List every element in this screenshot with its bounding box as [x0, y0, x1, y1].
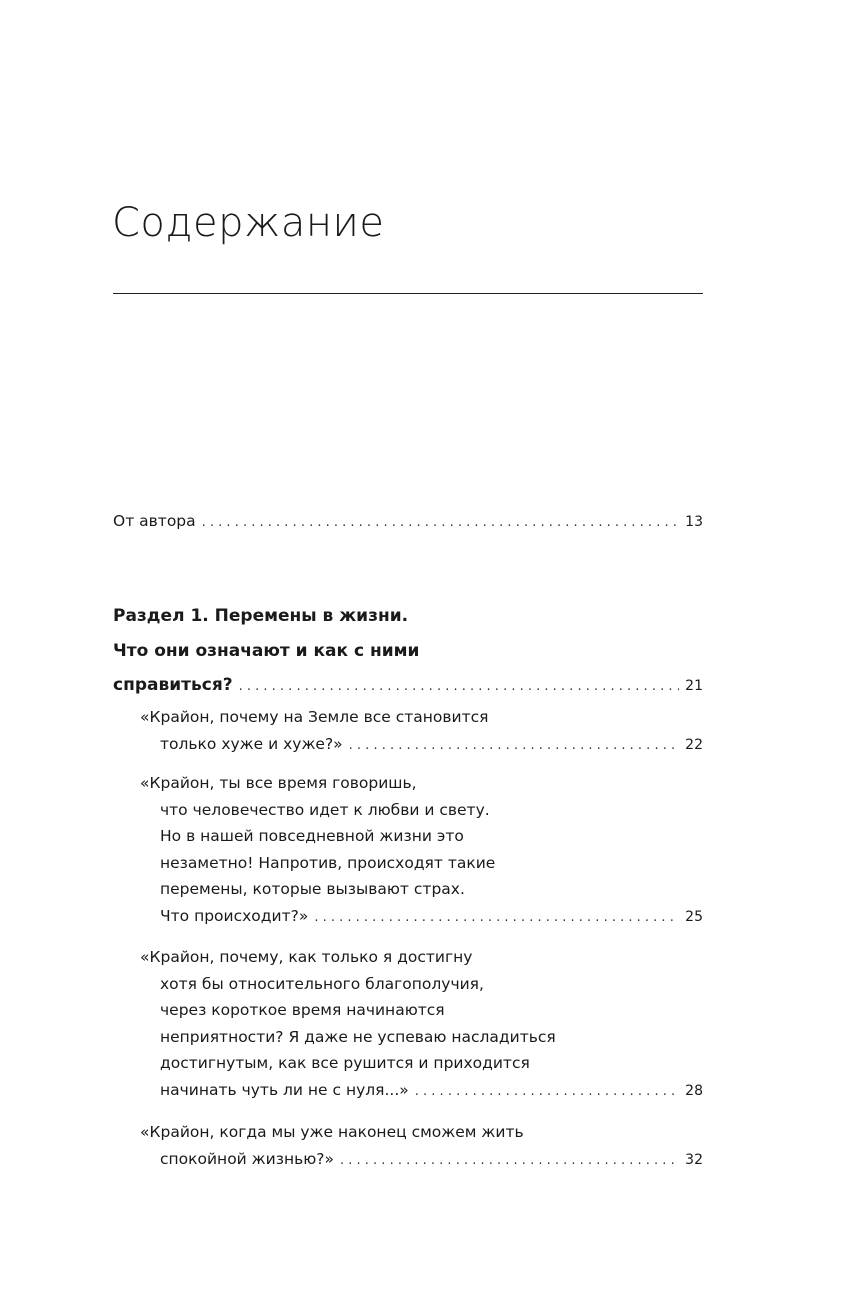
toc-entry[interactable] — [113, 770, 703, 929]
entry-line: «Крайон, когда мы уже наконец сможем жить — [140, 1123, 524, 1141]
dot-leader — [314, 905, 679, 932]
toc-entry-from-author[interactable] — [113, 508, 703, 535]
entry-line: спокойной жизнью?» — [160, 1149, 334, 1168]
dot-leader — [349, 733, 680, 760]
title-divider — [113, 293, 703, 294]
entry-line: справиться? — [113, 675, 233, 695]
entry-line: «Крайон, почему на Земле все становится — [140, 708, 489, 726]
page-number: 13 — [685, 514, 703, 530]
page-number: 25 — [685, 908, 703, 925]
entry-line: «Крайон, ты все время говоришь, — [140, 774, 417, 792]
entry-line: что человечество идет к любви и свету. — [160, 800, 490, 819]
dot-leader — [202, 510, 680, 537]
page-number: 21 — [685, 678, 703, 694]
dot-leader — [415, 1079, 679, 1106]
entry-line: неприятности? Я даже не успеваю насладиться — [160, 1027, 556, 1046]
entry-line: незаметно! Напротив, происходят такие — [160, 853, 496, 872]
toc-entry[interactable] — [113, 704, 703, 757]
entry-line: Что они означают и как с ними — [113, 640, 420, 661]
page-number: 28 — [685, 1082, 703, 1099]
page-number: 22 — [685, 736, 703, 753]
entry-title: От автора — [113, 512, 196, 530]
entry-line: перемены, которые вызывают страх. — [160, 880, 465, 898]
entry-line: через короткое время начинаются — [160, 1001, 445, 1019]
entry-line: Раздел 1. Перемены в жизни. — [113, 606, 409, 626]
dot-leader — [239, 670, 680, 705]
dot-leader — [340, 1148, 679, 1175]
page-title: Содержание — [112, 200, 385, 246]
entry-line: хотя бы относительного благополучия, — [160, 974, 484, 993]
entry-line: начинать чуть ли не с нуля...» — [160, 1080, 409, 1099]
entry-line: Что происходит?» — [160, 906, 309, 925]
toc-section-1[interactable] — [113, 599, 703, 703]
entry-line: Но в нашей повседневной жизни это — [160, 827, 464, 845]
entry-line: достигнутым, как все рушится и приходится — [160, 1054, 530, 1072]
toc-entry[interactable] — [113, 944, 703, 1103]
page-number: 32 — [685, 1151, 703, 1168]
entry-line: «Крайон, почему, как только я достигну — [140, 948, 473, 966]
toc-entry[interactable] — [113, 1119, 703, 1172]
entry-line: только хуже и хуже?» — [160, 734, 343, 753]
